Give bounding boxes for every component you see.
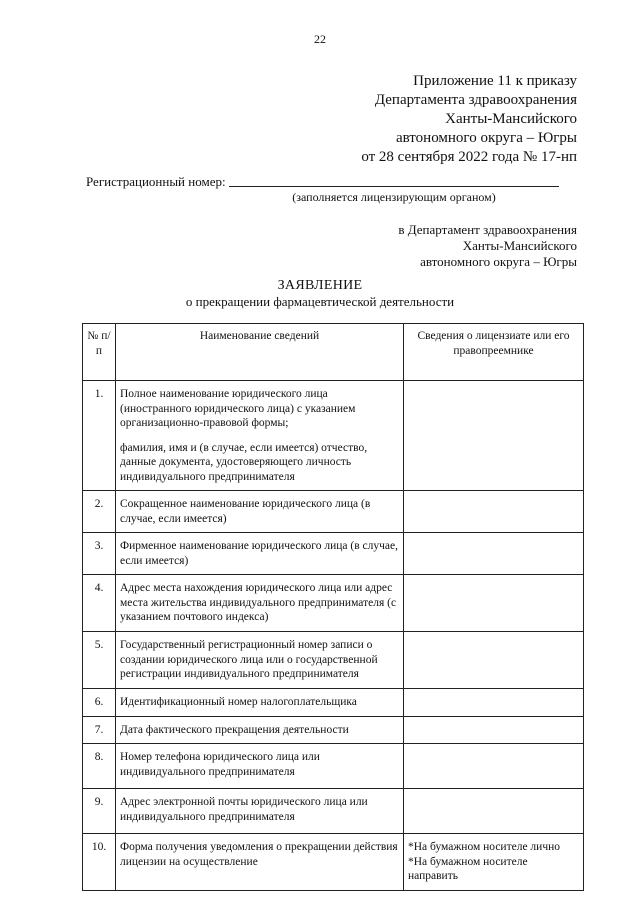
table-row (83, 632, 584, 689)
application-table (82, 323, 584, 891)
table-row (83, 716, 584, 744)
row-value-cell[interactable] (404, 381, 584, 491)
row-num: 6. (83, 689, 116, 717)
appendix-line: Ханты-Мансийского (445, 111, 577, 127)
appendix-line: автономного округа – Югры (395, 130, 577, 146)
header-num: № п/п (83, 324, 116, 381)
row-name: Фирменное наименование юридического лица (в случае, если имеется) (116, 533, 404, 575)
row-name: Идентификационный номер налогоплательщика (116, 689, 404, 717)
appendix-line: Департамента здравоохранения (374, 92, 577, 108)
table-row (83, 789, 584, 834)
row-name: Дата фактического прекращения деятельности (116, 716, 404, 744)
appendix-line: от 28 сентября 2022 года № 17-нп (361, 149, 577, 165)
appendix-header (361, 72, 577, 167)
row-name: Государственный регистрационный номер записи о создании юридического лица или о государственной регистрации индивидуального предпринимателя (116, 632, 404, 689)
table-row (83, 381, 584, 491)
header-value: Сведения о лицензиате или его правопреемнике (404, 324, 584, 381)
addressee-line: в Департамент здравоохранения (398, 222, 577, 237)
header-name: Наименование сведений (116, 324, 404, 381)
row-num: 3. (83, 533, 116, 575)
row-num: 9. (83, 789, 116, 834)
option-by-mail[interactable]: *На бумажном носителе направить (408, 855, 528, 882)
page-number: 22 (314, 32, 326, 46)
row-name: Форма получения уведомления о прекращении действия лицензии на осуществление (116, 834, 404, 891)
row-num: 10. (83, 834, 116, 891)
row-name (116, 381, 404, 491)
table-row (83, 575, 584, 632)
table-header-row (83, 324, 584, 381)
row-value-cell[interactable] (404, 689, 584, 717)
registration-note: (заполняется лицензирующим органом) (292, 190, 496, 204)
addressee-block (398, 222, 577, 270)
row-num: 4. (83, 575, 116, 632)
table-row (83, 689, 584, 717)
registration-label: Регистрационный номер: (86, 174, 226, 189)
row-value-cell[interactable] (404, 632, 584, 689)
row-name: Номер телефона юридического лица или индивидуального предпринимателя (116, 744, 404, 789)
option-in-person[interactable]: *На бумажном носителе лично (408, 841, 561, 853)
table-row (83, 533, 584, 575)
row-num: 7. (83, 716, 116, 744)
table-row (83, 744, 584, 789)
row-value-cell[interactable] (404, 716, 584, 744)
row-value-cell[interactable] (404, 744, 584, 789)
row-name-text: фамилия, имя и (в случае, если имеется) отчество, данные документа, удостоверяющего личность индивидуального предпринимателя (120, 441, 368, 483)
row-num: 1. (83, 381, 116, 491)
row-value-cell[interactable] (404, 533, 584, 575)
table-row (83, 491, 584, 533)
row-name: Адрес места нахождения юридического лица или адрес места жительства индивидуального предпринимателя (с указанием почтового индекса) (116, 575, 404, 632)
registration-number-field[interactable] (229, 186, 559, 187)
document-title: ЗАЯВЛЕНИЕ (277, 278, 363, 293)
table-row (83, 834, 584, 891)
document-subtitle: о прекращении фармацевтической деятельности (185, 294, 455, 309)
row-value-cell[interactable] (404, 789, 584, 834)
row-name: Адрес электронной почты юридического лица или индивидуального предпринимателя (116, 789, 404, 834)
row-value-cell (404, 834, 584, 891)
appendix-line: Приложение 11 к приказу (413, 73, 577, 89)
row-value-cell[interactable] (404, 491, 584, 533)
row-name: Сокращенное наименование юридического лица (в случае, если имеется) (116, 491, 404, 533)
row-name-text: Полное наименование юридического лица (иностранного юридического лица) с указанием организационно-правовой формы; (120, 388, 356, 429)
row-num: 8. (83, 744, 116, 789)
row-num: 5. (83, 632, 116, 689)
addressee-line: автономного округа – Югры (420, 254, 577, 269)
addressee-line: Ханты-Мансийского (462, 238, 577, 253)
row-num: 2. (83, 491, 116, 533)
row-value-cell[interactable] (404, 575, 584, 632)
